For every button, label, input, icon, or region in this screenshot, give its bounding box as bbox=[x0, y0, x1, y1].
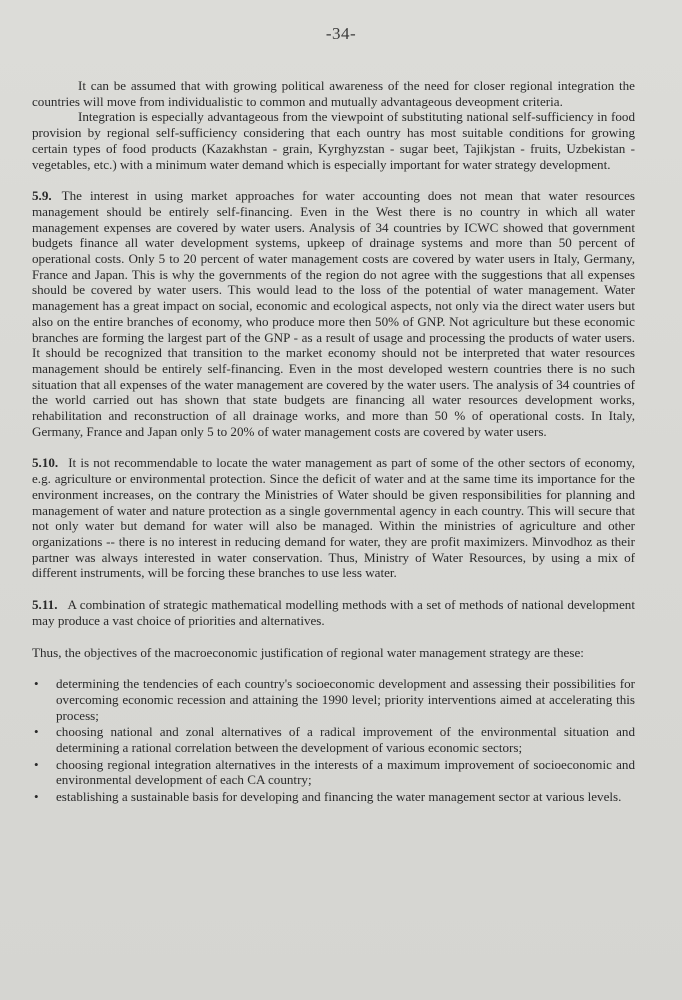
section-5-10 bbox=[32, 455, 635, 581]
section-text: The interest in using market approaches for water accounting does not mean that water resources management should be entirely self-financing. Even in the West there is no country in which all water management expenses are covered by water users. Analysis of 34 countries by ICWC showed that government budgets finance all water development systems, upkeep of drainage systems and more than 50 percent of operational costs. Only 5 to 20 percent of water management costs are covered by water users in Italy, Germany, France and Japan. This is why the governments of the region do not agree with the suggestions that all expenses should be covered by water users. This would lead to the loss of the potential of water management. Water management has a great impact on social, economic and ecological aspects, not only via the direct water users but also on the entire branches of economy, who produce more then 50% of GNP. Not agriculture but these economic branches are forming the largest part of the GNP - as a result of usage and processing the products of water users. It should be recognized that transition to the market economy should not be interpreted that water resources management should be entirely self-financing. Even in the most developed western countries there is no such situation that all expenses of the water management are covered by the water users. The analysis of 34 countries of the world carried out has shown that state budgets are financing all water resources development works, rehabilitation and reconstruction of all drainage works, and more than 50 % of operational costs. In Italy, Germany, France and Japan only 5 to 20% of water management costs are covered by water users. bbox=[32, 188, 635, 439]
section-5-11 bbox=[32, 597, 635, 628]
intro-paragraph-1: It can be assumed that with growing political awareness of the need for closer regional integration the countries will move from individualistic to common and mutually advantageous deveopment criteria. bbox=[32, 78, 635, 109]
section-text: It is not recommendable to locate the water management as part of some of the other sectors of economy, e.g. agriculture or environmental protection. Since the deficit of water and at the same time its importance for the environment increases, on the contrary the Ministries of Water should be given responsibilities for planning and management of water and nature protection as a single governmental agency in each country. This will secure that not only water but demand for water will also be managed. Within the ministries of agriculture and other organizations -- there is no interest in reducing demand for water, they are profit maximizers. Minvodhoz as their partner was always interested in water conservation. Thus, Ministry of Water Resources, by using a mix of different instruments, will be forcing these branches to use less water. bbox=[32, 455, 635, 581]
bullet-icon: • bbox=[34, 724, 39, 740]
section-text: A combination of strategic mathematical modelling methods with a set of methods of national development may produce a vast choice of priorities and alternatives. bbox=[32, 597, 635, 628]
bullet-icon: • bbox=[34, 676, 39, 692]
list-item-text: choosing national and zonal alternatives of a radical improvement of the environmental situation and determining a rational correlation between the development of various economic sectors; bbox=[56, 724, 635, 756]
section-5-9 bbox=[32, 188, 635, 439]
list-item bbox=[32, 789, 635, 805]
objectives-intro: Thus, the objectives of the macroeconomic justification of regional water management strategy are these: bbox=[32, 644, 584, 660]
list-item-text: choosing regional integration alternatives in the interests of a maximum improvement of socioeconomic and environmental development of each CA country; bbox=[56, 756, 635, 788]
section-number: 5.11. bbox=[32, 597, 58, 613]
list-item-text: establishing a sustainable basis for developing and financing the water management sector at various levels. bbox=[56, 789, 622, 805]
list-item bbox=[32, 757, 635, 788]
bullet-icon: • bbox=[34, 756, 39, 772]
section-number: 5.9. bbox=[32, 188, 52, 204]
page-number: -34- bbox=[325, 24, 357, 43]
intro-paragraph-2: Integration is especially advantageous from the viewpoint of substituting national self-sufficiency in food provision by regional self-sufficiency considering that each ountry has most suitable conditions for growing certain types of food products (Kazakhstan - grain, Kyrghyzstan - sugar beet, Tajikjstan - fruits, Uzbekistan - vegetables, etc.) with a minimum water demand which is especially important for water strategy development. bbox=[32, 109, 635, 172]
page-content bbox=[32, 78, 635, 806]
list-item bbox=[32, 724, 635, 755]
list-item bbox=[32, 676, 635, 723]
list-item-text: determining the tendencies of each country's socioeconomic development and assessing their possibilities for overcoming economic recession and attaining the 1990 level; priority interventions aimed at accelerating this process; bbox=[56, 676, 635, 723]
bullet-icon: • bbox=[34, 789, 39, 805]
objectives-list bbox=[32, 676, 635, 805]
section-number: 5.10. bbox=[32, 455, 59, 471]
